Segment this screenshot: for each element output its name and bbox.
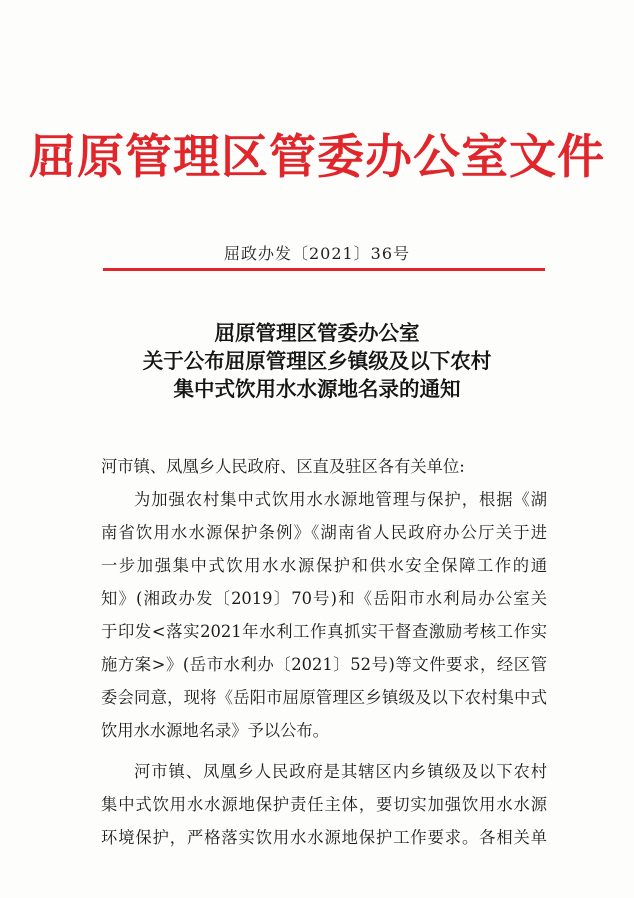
- notice-title-line-1: 屈原管理区管委办公室: [214, 321, 420, 345]
- paragraph-2-line: 环境保护，严格落实饮用水水源地保护工作要求。各相关单: [101, 828, 547, 847]
- paragraph-2-line: 河市镇、凤凰乡人民政府是其辖区内乡镇级及以下农村: [134, 762, 547, 781]
- paragraph-1-line: 于印发<落实2021年水利工作真抓实干督查激励考核工作实: [101, 622, 547, 641]
- paragraph-1-line: 施方案>》(岳市水利办〔2021〕52号)等文件要求，经区管: [101, 655, 547, 674]
- notice-title-line-3: 集中式饮用水水源地名录的通知: [173, 377, 461, 401]
- paragraph-2: [101, 755, 547, 854]
- salutation: 河市镇、凤凰乡人民政府、区直及驻区各有关单位:: [101, 457, 465, 476]
- notice-title-line-2: 关于公布屈原管理区乡镇级及以下农村: [142, 349, 492, 373]
- red-divider-line: [103, 268, 545, 271]
- document-header-title: 屈原管理区管委办公室文件: [29, 130, 605, 185]
- notice-body: [101, 450, 547, 854]
- notice-title: [0, 319, 634, 403]
- paragraph-gap: [101, 747, 547, 755]
- paragraph-1-line: 一步加强集中式饮用水水源保护和供水安全保障工作的通: [101, 556, 547, 575]
- paragraph-1: [101, 483, 547, 747]
- paragraph-1-line: 知》(湘政办发〔2019〕70号)和《岳阳市水利局办公室关: [101, 589, 547, 608]
- paragraph-1-line: 南省饮用水水源保护条例》《湖南省人民政府办公厅关于进: [101, 523, 547, 542]
- paragraph-1-line: 委会同意，现将《岳阳市屈原管理区乡镇级及以下农村集中式: [101, 688, 547, 707]
- paragraph-2-line: 集中式饮用水水源地保护责任主体，要切实加强饮用水水源: [101, 795, 547, 814]
- document-number: 屈政办发〔2021〕36号: [223, 244, 411, 263]
- paragraph-1-line: 饮用水水源地名录》予以公布。: [101, 721, 329, 740]
- paragraph-1-line: 为加强农村集中式饮用水水源地管理与保护，根据《湖: [134, 490, 547, 509]
